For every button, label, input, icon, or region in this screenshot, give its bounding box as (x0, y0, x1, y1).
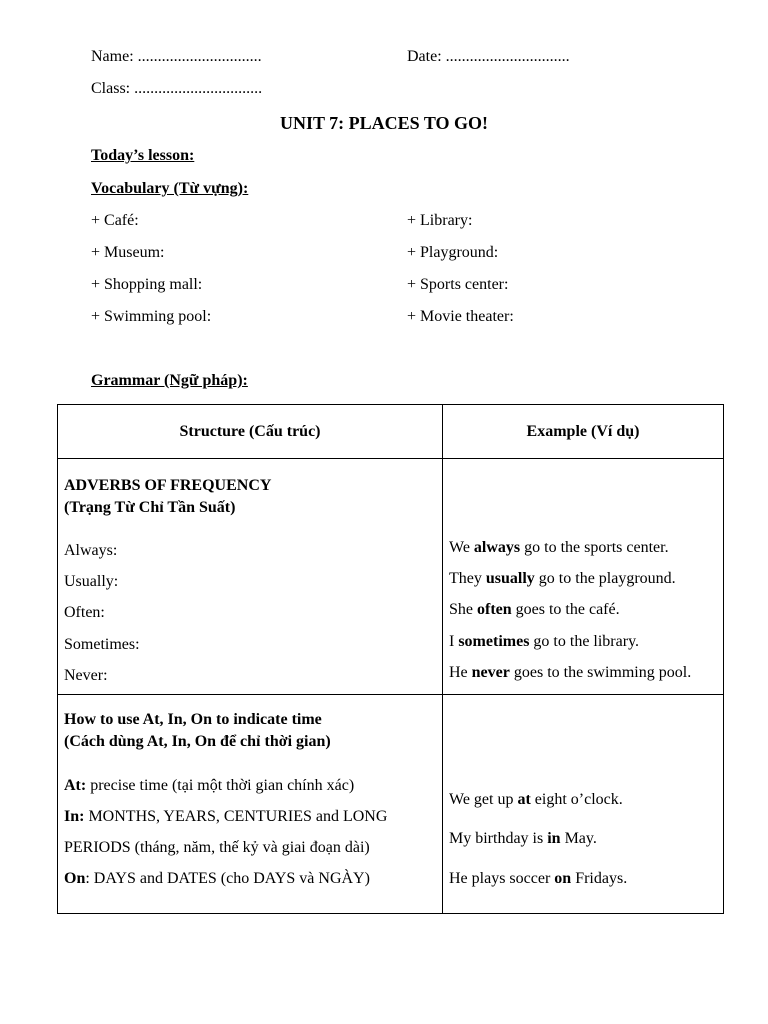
time-rule-in-continued: PERIODS (tháng, năm, thế kỷ và giai đoạn dài) (64, 839, 370, 856)
frequency-item-always: Always: (64, 542, 118, 559)
frequency-example-cell (443, 459, 724, 695)
table-header-row (58, 405, 724, 459)
page-title: UNIT 7: PLACES TO GO! (279, 113, 489, 133)
todays-lesson-heading: Today’s lesson: (91, 147, 195, 164)
name-field: Name: ............................... (91, 48, 262, 65)
frequency-example: They usually go to the playground. (449, 570, 676, 587)
grammar-heading: Grammar (Ngữ pháp): (91, 372, 248, 389)
frequency-item-never: Never: (64, 667, 108, 684)
time-example: We get up at eight o’clock. (449, 791, 623, 808)
grammar-table (57, 404, 724, 914)
time-example: He plays soccer on Fridays. (449, 870, 628, 887)
table-row (58, 459, 724, 695)
frequency-item-sometimes: Sometimes: (64, 636, 140, 653)
vocab-item-museum: + Museum: (91, 244, 165, 261)
frequency-example: She often goes to the café. (449, 601, 620, 618)
class-field: Class: ................................ (91, 80, 263, 97)
date-field: Date: ............................... (407, 48, 570, 65)
time-structure-cell (58, 695, 443, 914)
frequency-structure-cell (58, 459, 443, 695)
table-row (58, 695, 724, 914)
vocab-item-cafe: + Café: (91, 212, 139, 229)
frequency-subtitle: (Trạng Từ Chỉ Tần Suất) (64, 499, 236, 516)
time-rule-on: On: DAYS and DATES (cho DAYS và NGÀY) (64, 870, 370, 887)
frequency-example: We always go to the sports center. (449, 539, 669, 556)
structure-column-header: Structure (Cấu trúc) (58, 405, 443, 459)
vocab-item-sports-center: + Sports center: (407, 276, 509, 293)
frequency-example: He never goes to the swimming pool. (449, 664, 692, 681)
vocab-item-movie-theater: + Movie theater: (407, 308, 514, 325)
time-rule-in: In: MONTHS, YEARS, CENTURIES and LONG (64, 808, 388, 825)
time-example-cell (443, 695, 724, 914)
frequency-title: ADVERBS OF FREQUENCY (64, 477, 272, 494)
time-title: How to use At, In, On to indicate time (64, 711, 322, 728)
frequency-item-usually: Usually: (64, 573, 119, 590)
time-subtitle: (Cách dùng At, In, On để chỉ thời gian) (64, 733, 331, 750)
time-example: My birthday is in May. (449, 830, 597, 847)
time-rule-at: At: precise time (tại một thời gian chính xác) (64, 777, 355, 794)
example-column-header: Example (Ví dụ) (443, 405, 724, 459)
vocab-item-library: + Library: (407, 212, 473, 229)
vocab-item-shopping-mall: + Shopping mall: (91, 276, 203, 293)
vocab-item-playground: + Playground: (407, 244, 499, 261)
vocabulary-heading: Vocabulary (Từ vựng): (91, 180, 249, 197)
frequency-example: I sometimes go to the library. (449, 633, 640, 650)
frequency-item-often: Often: (64, 604, 105, 621)
vocab-item-swimming-pool: + Swimming pool: (91, 308, 212, 325)
